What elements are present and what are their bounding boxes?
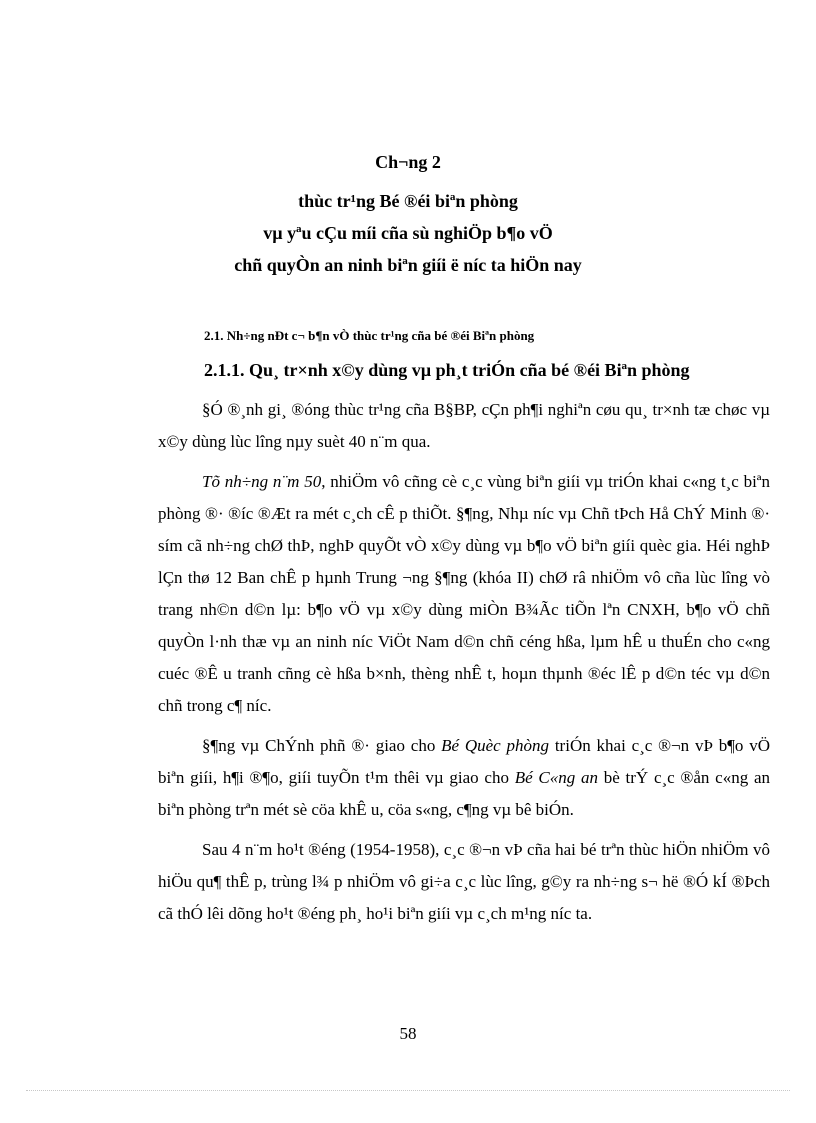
paragraph-3-italic-2: Bé C«ng an: [514, 768, 598, 787]
chapter-heading-line: chñ quyÒn an ninh biªn giíi ë níc ta hiÖn nay: [234, 255, 582, 275]
paragraph-3-italic-1: Bé Quèc phòng: [441, 736, 550, 755]
paragraph-4: Sau 4 n¨m ho¹t ®éng (1954-1958), c¸c ®¬n vÞ cña hai bé trªn thùc hiÖn nhiÖm vô hiÖu qu¶ thÊ p, trùng l¾ p nhiÖm vô gi÷a c¸c lùc lîng, g©y ra nh÷ng s¬ hë ®Ó kÍ ®Þch cã thÓ lêi dõng ho¹t ®éng ph¸ ho¹i biªn giíi vµ c¸ch m¹ng níc ta.: [158, 840, 770, 923]
paragraph-2: [158, 466, 770, 722]
paragraph-2-italic: Tõ nh÷ng n¨m 50: [202, 472, 322, 491]
paragraph-3-text-a: §¶ng vµ ChÝnh phñ ®· giao cho: [202, 736, 442, 755]
subsection-heading: 2.1.1. Qu¸ tr×nh x©y dùng vµ ph¸t triÓn cña bé ®éi Biªn phòng: [204, 360, 690, 380]
paragraph-3-text-b: triÓn khai c¸c ®¬n vÞ b¶o vÖ biªn giíi, h¶i ®¶o, giíi tuyÕn t¹m thêi vµ giao cho: [158, 736, 770, 787]
paragraph-3-text-c: bè trÝ c¸c ®ån c«ng an biªn phòng trªn mét sè cöa khÊ u, cöa s«ng, c¶ng vµ bê biÓn.: [158, 768, 770, 819]
paragraph-1: §Ó ®¸nh gi¸ ®óng thùc tr¹ng cña B§BP, cÇn ph¶i nghiªn cøu qu¸ tr×nh tæ chøc vµ x©y dùng lùc lîng nµy suèt 40 n¨m qua.: [158, 400, 770, 451]
paragraph-3: [158, 730, 770, 826]
body-text: [158, 394, 770, 938]
chapter-heading: [0, 188, 816, 284]
chapter-title: Ch¬ng 2: [375, 152, 441, 172]
chapter-heading-line: thùc tr¹ng Bé ®éi biªn phòng: [298, 191, 518, 211]
paragraph-2-text: , nhiÖm vô cñng cè c¸c vùng biªn giíi vµ triÓn khai c«ng t¸c biªn phòng ®· ®íc ®Æt ra mét c¸ch cÊ p thiÕt. §¶ng, Nhµ níc vµ Chñ tÞch Hå ChÝ Minh ®· sím cã nh÷ng chØ thÞ, nghÞ quyÕt vÒ x©y dùng vµ b¶o vÖ biªn giíi quèc gia. Héi nghÞ lÇn thø 12 Ban chÊ p hµnh Trung ¬ng §¶ng (khóa II) chØ râ nhiÖm vô cña lùc lîng vò trang nh©n d©n lµ: b¶o vÖ vµ x©y dùng miÒn B¾Ãc tiÕn lªn CNXH, b¶o vÖ chñ quyÒn l·nh thæ vµ an ninh níc ViÖt Nam d©n chñ céng hßa, lµm hÊ u thuÉn cho c«ng cuéc ®Ê u tranh cñng cè hßa b×nh, thèng nhÊ t, hoµn thµnh ®éc lÊ p d©n téc vµ d©n chñ trong c¶ níc.: [158, 472, 770, 715]
section-heading: 2.1. Nh÷ng nÐt c¬ b¶n vÒ thùc tr¹ng cña bé ®éi Biªn phòng: [204, 328, 535, 343]
page-number: 58: [399, 1024, 417, 1043]
footer-divider: [26, 1090, 790, 1091]
chapter-heading-line: vµ yªu cÇu míi cña sù nghiÖp b¶o vÖ: [263, 223, 553, 243]
